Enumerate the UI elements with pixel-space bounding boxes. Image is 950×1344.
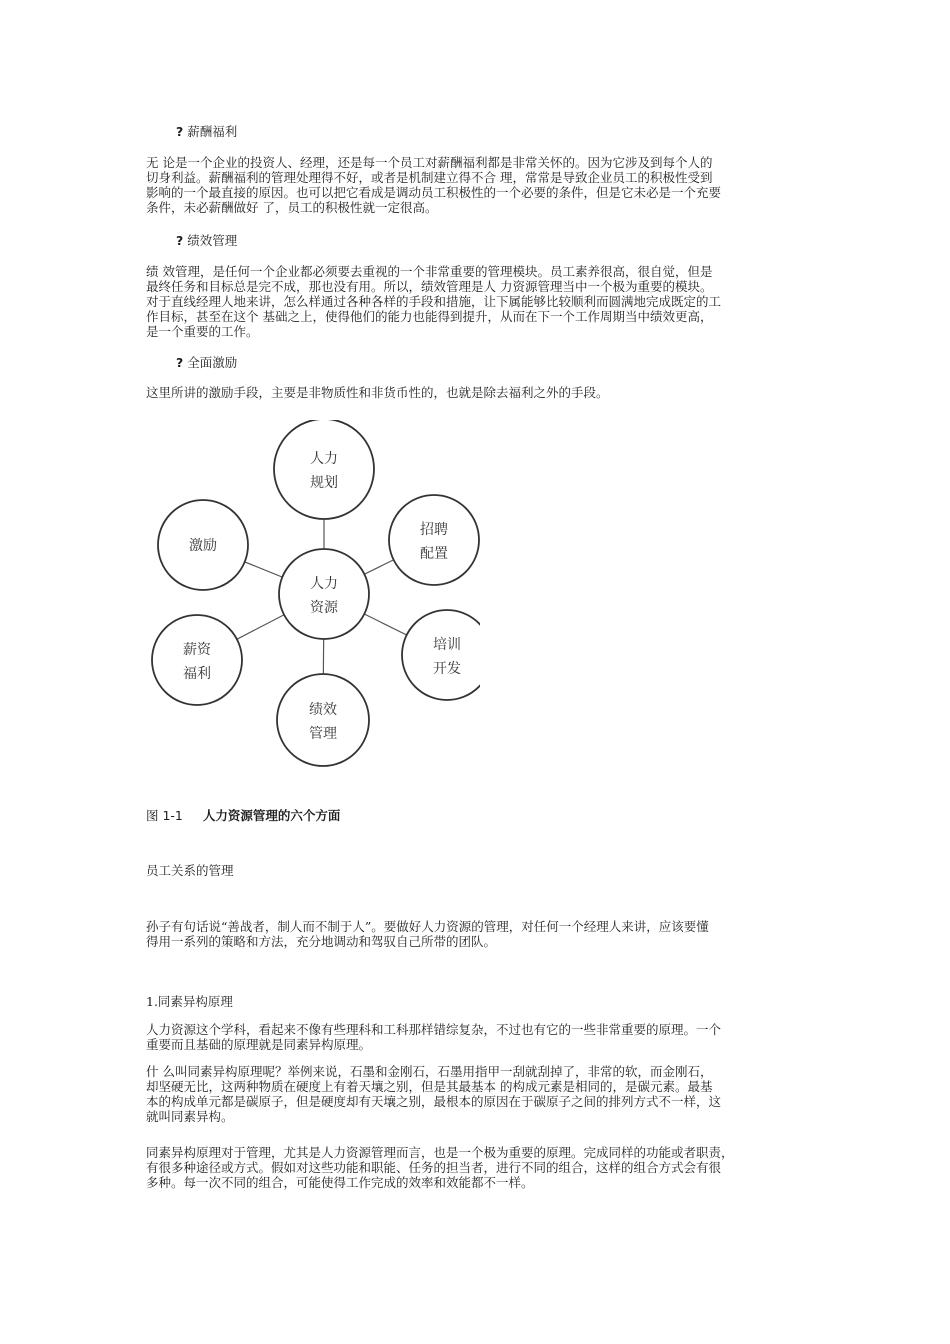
node-label-training: 培训 [433, 637, 461, 653]
text-line: 得用一系列的策略和方法，充分地调动和驾驭自己所带的团队。 [146, 934, 497, 949]
bullet-marker: ? [176, 355, 184, 370]
section-title: 1.同素异构原理 [146, 994, 233, 1009]
text-line: 有很多种途径或方式。假如对这些功能和职能、任务的担当者，进行不同的组合，这样的组合方式会有很 [146, 1160, 722, 1175]
paragraph-incentive [146, 385, 810, 400]
section-heading-salary [176, 124, 237, 139]
section-heading-incentive [176, 355, 237, 370]
text-line: 条件，未必薪酬做好 了，员工的积极性就一定很高。 [146, 200, 438, 215]
text-line: 无 论是一个企业的投资人、经理，还是每一个员工对薪酬福利都是非常关怀的。因为它涉及到每个人的 [146, 155, 713, 170]
text-line: 是一个重要的工作。 [146, 324, 259, 339]
node-label-performance: 绩效 [309, 702, 337, 718]
bullet-marker: ? [176, 124, 184, 139]
section-title: 薪酬福利 [187, 124, 238, 139]
hr-six-aspects-diagram [140, 420, 480, 770]
section-title: 全面激励 [187, 355, 238, 370]
node-circle-center [279, 549, 369, 639]
node-label-performance: 管理 [309, 726, 337, 742]
node-label-training: 开发 [433, 661, 461, 677]
paragraph-principle-1 [146, 1022, 810, 1052]
node-label-planning: 规划 [310, 475, 338, 491]
employee-relations-heading [146, 863, 234, 878]
node-circle-recruit [389, 495, 479, 585]
node-label-incentive: 激励 [189, 538, 217, 554]
text-line: 绩 效管理，是任何一个企业都必须要去重视的一个非常重要的管理模块。员工素养很高，很自觉，但是 [146, 264, 713, 279]
text-line: 就叫同素异构。 [146, 1109, 234, 1124]
paragraph-principle-2 [146, 1064, 810, 1124]
node-label-salary: 福利 [183, 666, 211, 682]
text-line: 这里所讲的激励手段，主要是非物质性和非货币性的，也就是除去福利之外的手段。 [146, 385, 609, 400]
node-circle-planning [274, 420, 374, 519]
text-line: 影响的一个最直接的原因。也可以把它看成是调动员工积极性的一个必要的条件，但是它未必是一个充要 [146, 185, 722, 200]
center-label: 资源 [310, 600, 338, 616]
principle-heading [146, 994, 233, 1009]
text-line: 孙子有句话说“善战者，制人而不制于人”。要做好人力资源的管理，对任何一个经理人来讲，应该要懂 [146, 919, 709, 934]
text-line: 同素异构原理对于管理，尤其是人力资源管理而言，也是一个极为重要的原理。完成同样的功能或者职责， [146, 1145, 734, 1160]
figure-number: 图 1-1 [146, 808, 183, 823]
center-label: 人力 [310, 576, 338, 592]
text-line: 切身利益。薪酬福利的管理处理得不好，或者是机制建立得不合 理，常常是导致企业员工的积极性受到 [146, 170, 713, 185]
paragraph-employee-relations [146, 919, 810, 949]
paragraph-principle-3 [146, 1145, 810, 1190]
section-title: 绩效管理 [187, 233, 238, 248]
text-line: 作目标，甚至在这个 基础之上，使得他们的能力也能得到提升，从而在下一个工作周期当中绩效更高， [146, 309, 713, 324]
node-label-recruit: 招聘 [420, 522, 448, 538]
text-line: 什 么叫同素异构原理呢？举例来说，石墨和金刚石，石墨用指甲一刮就刮掉了，非常的软，而金刚石， [146, 1064, 713, 1079]
text-line: 对于直线经理人地来讲，怎么样通过各种各样的手段和措施，让下属能够比较顺利而圆满地完成既定的工 [146, 294, 722, 309]
text-line: 最终任务和目标总是完不成，那也没有用。所以，绩效管理是人 力资源管理当中一个极为重要的模块。 [146, 279, 713, 294]
text-line: 多种。每一次不同的组合，可能使得工作完成的效率和效能都不一样。 [146, 1175, 534, 1190]
bullet-marker: ? [176, 233, 184, 248]
node-circle-performance [277, 674, 369, 766]
text-line: 重要而且基础的原理就是同素异构原理。 [146, 1037, 372, 1052]
section-title: 员工关系的管理 [146, 863, 234, 878]
node-circle-salary [152, 615, 242, 705]
figure-caption [146, 806, 340, 824]
paragraph-salary [146, 155, 810, 215]
figure-title: 人力资源管理的六个方面 [202, 808, 341, 823]
node-label-salary: 薪资 [183, 642, 211, 658]
text-line: 人力资源这个学科，看起来不像有些理科和工科那样错综复杂，不过也有它的一些非常重要的原理。一个 [146, 1022, 722, 1037]
text-line: 却坚硬无比，这两种物质在硬度上有着天壤之别，但是其最基本 的构成元素是相同的，是碳元素。最基 [146, 1079, 713, 1094]
node-circle-training [402, 610, 480, 700]
section-heading-performance [176, 233, 237, 248]
node-label-planning: 人力 [310, 451, 338, 467]
paragraph-performance [146, 264, 810, 339]
node-label-recruit: 配置 [420, 546, 448, 562]
text-line: 本的构成单元都是碳原子，但是硬度却有天壤之别，最根本的原因在于碳原子之间的排列方式不一样，这 [146, 1094, 722, 1109]
